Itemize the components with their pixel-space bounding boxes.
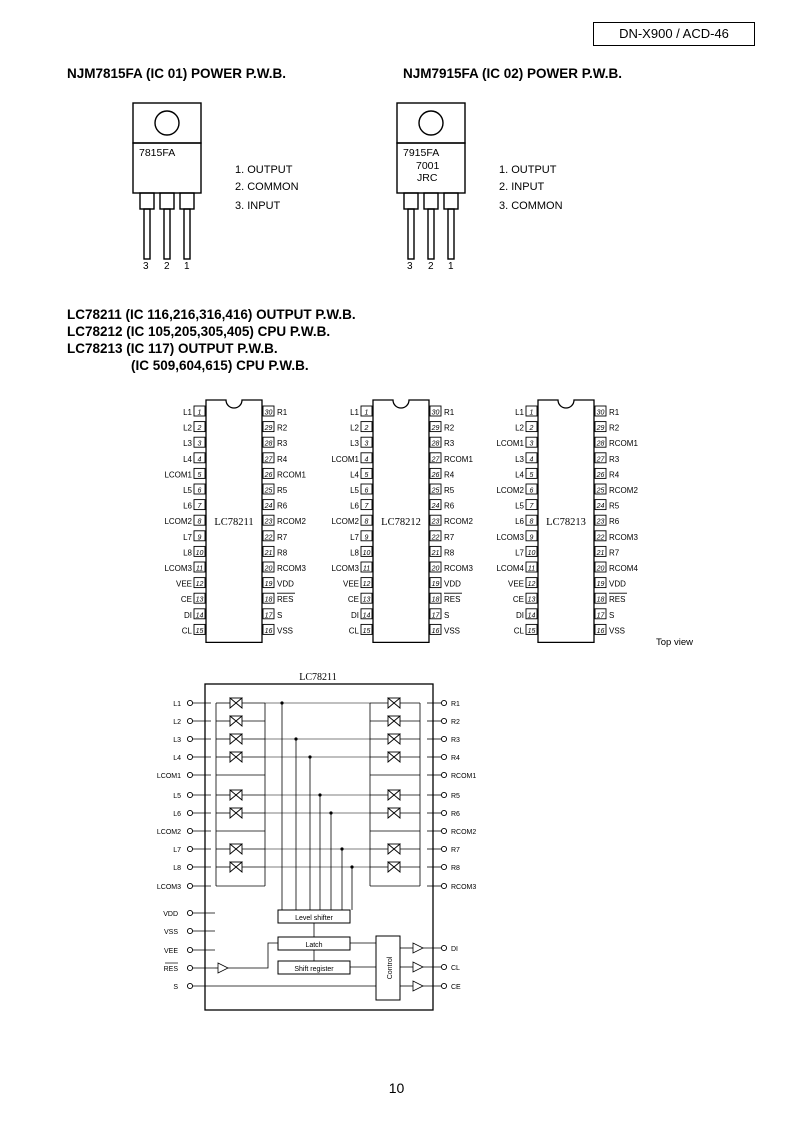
block-left-pin: L6 xyxy=(173,811,181,818)
pin-number: 14 xyxy=(195,612,204,620)
pin-label: L3 xyxy=(515,454,524,464)
lc78211-title: LC78211 (IC 116,216,316,416) OUTPUT P.W.B. xyxy=(67,307,356,322)
reg1-pin-desc-2: 2. COMMON xyxy=(235,181,299,193)
pin-number: 15 xyxy=(527,627,536,635)
pin-label: DI xyxy=(516,610,524,620)
pin-number: 19 xyxy=(264,581,273,589)
reg2-marking-2: 7001 xyxy=(416,160,440,172)
lc78213-title: LC78213 (IC 117) OUTPUT P.W.B. xyxy=(67,341,278,356)
pin-number: 18 xyxy=(431,596,440,604)
analog-switch xyxy=(388,862,400,872)
pin-number: 24 xyxy=(431,503,440,511)
pin-number: 29 xyxy=(596,425,605,433)
pin-number: 19 xyxy=(596,581,605,589)
reg2-pin-num-1: 1 xyxy=(448,261,454,272)
pin-number: 29 xyxy=(431,425,440,433)
pin-label: LCOM2 xyxy=(331,517,359,527)
pin-number: 1 xyxy=(197,409,202,417)
pin-number: 25 xyxy=(264,487,273,495)
pin-label: VDD xyxy=(609,579,626,589)
block-left-pin: L3 xyxy=(173,737,181,744)
analog-switch xyxy=(230,752,242,762)
block-right-pin: R6 xyxy=(451,811,460,818)
pin-label: R2 xyxy=(609,423,620,433)
reg2-marking-1: 7915FA xyxy=(403,147,440,159)
block-left-pin: L2 xyxy=(173,719,181,726)
pin-label: L2 xyxy=(515,423,524,433)
pin-number: 20 xyxy=(431,565,440,573)
pin-label: L7 xyxy=(350,532,359,542)
pin-terminal xyxy=(187,810,192,815)
input-buffer xyxy=(413,962,423,972)
reg2-pin-num-2: 2 xyxy=(428,261,434,272)
pin-label: LCOM1 xyxy=(164,470,192,480)
pin-terminal xyxy=(441,736,446,741)
block-diagram-group xyxy=(157,672,477,1010)
pin-terminal xyxy=(187,828,192,833)
pin-number: 2 xyxy=(529,425,534,433)
pin-number: 15 xyxy=(195,627,204,635)
block-supply-pin: VSS xyxy=(163,929,178,936)
pin-terminal xyxy=(187,846,192,851)
reg1-pin-desc-1: 1. OUTPUT xyxy=(235,164,293,176)
pin-terminal xyxy=(187,736,192,741)
pin-terminal xyxy=(187,700,192,705)
pin-number: 15 xyxy=(362,627,371,635)
chip-name: LC78213 xyxy=(546,517,586,529)
pin-label: R2 xyxy=(444,423,455,433)
pin-label: RCOM1 xyxy=(609,439,638,449)
pin-number: 12 xyxy=(195,581,204,589)
pin-number: 9 xyxy=(529,534,534,542)
reg1-marking: 7815FA xyxy=(139,147,176,159)
pin-number: 30 xyxy=(431,409,440,417)
pin-number: 6 xyxy=(197,487,202,495)
res-buffer xyxy=(218,963,228,973)
pin-label: R8 xyxy=(444,548,455,558)
reg2-pin-desc-3: 3. COMMON xyxy=(499,200,563,212)
chip-name: LC78211 xyxy=(214,517,254,529)
reg1-pin-num-1: 1 xyxy=(184,261,190,272)
pin-number: 7 xyxy=(197,503,202,511)
pin-number: 21 xyxy=(264,549,273,557)
pin-label: RCOM4 xyxy=(609,564,638,573)
pin-number: 5 xyxy=(197,471,202,479)
pin-label: R7 xyxy=(277,532,288,542)
pin-number: 23 xyxy=(264,518,273,526)
pin-label: L2 xyxy=(183,423,192,433)
block-right-pin: R8 xyxy=(451,865,460,872)
reg2-marking-3: JRC xyxy=(417,172,438,184)
pin-number: 11 xyxy=(527,565,536,573)
analog-switch xyxy=(388,790,400,800)
pin-label: R2 xyxy=(277,423,288,433)
pin-number: 16 xyxy=(431,627,440,635)
input-buffer xyxy=(413,943,423,953)
pin-number: 10 xyxy=(195,549,204,557)
pin-number: 22 xyxy=(596,534,605,542)
pin-label: R6 xyxy=(277,501,288,511)
pin-label: CE xyxy=(347,595,359,605)
pin-number: 22 xyxy=(431,534,440,542)
level-shifter-label: Level shifter xyxy=(295,915,333,922)
block-left-pin: L4 xyxy=(173,755,181,762)
pin-label: VEE xyxy=(507,579,524,589)
analog-switch xyxy=(230,808,242,818)
block-right-pin: R2 xyxy=(451,719,460,726)
pin-label: L3 xyxy=(183,439,192,449)
pin-label: L4 xyxy=(183,454,192,464)
pin-number: 9 xyxy=(364,534,369,542)
pin-number: 4 xyxy=(364,456,369,464)
pin-number: 5 xyxy=(364,471,369,479)
pin-label: R4 xyxy=(609,470,620,480)
analog-switch xyxy=(388,808,400,818)
pin-label: R7 xyxy=(609,548,620,558)
reg2-pin-desc-1: 1. OUTPUT xyxy=(499,164,557,176)
pin-label: R3 xyxy=(609,454,620,464)
model-number: DN-X900 / ACD-46 xyxy=(619,26,729,41)
block-left-pin: LCOM2 xyxy=(156,829,181,836)
pin-label: R6 xyxy=(444,501,455,511)
pin-terminal xyxy=(187,965,192,970)
pin-number: 4 xyxy=(197,456,202,464)
pin-label: R3 xyxy=(444,439,455,449)
block-supply-pin: VDD xyxy=(163,911,178,918)
pin-label: VDD xyxy=(277,579,294,589)
pin-number: 7 xyxy=(529,503,534,511)
pin-number: 5 xyxy=(529,471,534,479)
analog-switch xyxy=(230,862,242,872)
pin-label: LCOM2 xyxy=(164,517,192,527)
pin-label: VSS xyxy=(444,626,461,636)
reg1-pin-num-3: 3 xyxy=(143,261,149,272)
pin-terminal xyxy=(441,945,446,950)
pin-number: 8 xyxy=(529,518,534,526)
block-right-pin: R5 xyxy=(451,793,460,800)
analog-switch xyxy=(388,752,400,762)
pin-label: RCOM1 xyxy=(277,470,306,480)
pin-label: RES xyxy=(277,595,294,605)
block-left-pin: LCOM3 xyxy=(156,884,181,891)
block-left-pin: L5 xyxy=(173,793,181,800)
pin-label: RCOM2 xyxy=(609,486,638,495)
chip-name: LC78212 xyxy=(381,517,421,529)
pin-number: 24 xyxy=(596,503,605,511)
pin-number: 3 xyxy=(529,440,534,448)
pin-terminal xyxy=(187,928,192,933)
pin-label: R8 xyxy=(277,548,288,558)
pin-label: LCOM4 xyxy=(496,564,524,573)
pin-label: S xyxy=(609,610,615,620)
pin-label: L4 xyxy=(350,470,359,480)
block-supply-pin: VEE xyxy=(163,948,178,955)
pin-number: 4 xyxy=(529,456,534,464)
pin-label: DI xyxy=(184,610,192,620)
analog-switch xyxy=(388,734,400,744)
pin-number: 11 xyxy=(362,565,371,573)
pin-label: RCOM3 xyxy=(277,564,306,573)
pin-label: L1 xyxy=(515,408,524,417)
reg2-title: NJM7915FA (IC 02) POWER P.W.B. xyxy=(403,66,623,81)
block-right-pin: R1 xyxy=(451,701,460,708)
analog-switch xyxy=(388,844,400,854)
pin-number: 10 xyxy=(362,549,371,557)
block-title: LC78211 xyxy=(299,672,337,683)
block-control-pin: DI xyxy=(451,946,458,953)
pin-number: 11 xyxy=(195,565,204,573)
pin-label: CL xyxy=(513,626,524,636)
pin-label: RES xyxy=(444,595,461,605)
pin-label: L6 xyxy=(515,517,524,527)
pin-number: 23 xyxy=(596,518,605,526)
pin-number: 9 xyxy=(197,534,202,542)
analog-switch xyxy=(388,698,400,708)
pin-number: 12 xyxy=(527,581,536,589)
res-to-latch xyxy=(228,943,278,968)
pin-label: VSS xyxy=(609,626,626,636)
pin-terminal xyxy=(187,772,192,777)
pin-number: 28 xyxy=(596,440,605,448)
pin-terminal xyxy=(441,772,446,777)
pin-label: R4 xyxy=(444,470,455,480)
pin-label: VEE xyxy=(342,579,359,589)
pin-label: RCOM3 xyxy=(609,532,638,542)
analog-switch xyxy=(230,734,242,744)
pin-number: 8 xyxy=(197,518,202,526)
input-buffer xyxy=(413,981,423,991)
pin-number: 20 xyxy=(264,565,273,573)
pin-terminal xyxy=(187,883,192,888)
pin-label: R6 xyxy=(609,517,620,527)
pin-terminal xyxy=(187,910,192,915)
pin-label: R5 xyxy=(277,486,288,495)
pin-number: 16 xyxy=(264,627,273,635)
pin-label: R1 xyxy=(609,408,620,417)
pin-label: S xyxy=(444,610,450,620)
pin-label: RES xyxy=(609,595,626,605)
pin-terminal xyxy=(187,718,192,723)
pin-number: 2 xyxy=(364,425,369,433)
pin-terminal xyxy=(441,754,446,759)
pin-number: 30 xyxy=(596,409,605,417)
pin-number: 28 xyxy=(431,440,440,448)
pin-terminal xyxy=(441,700,446,705)
pin-label: CL xyxy=(348,626,359,636)
pin-label: LCOM1 xyxy=(496,439,524,449)
pin-label: VDD xyxy=(444,579,461,589)
block-left-pin: L8 xyxy=(173,865,181,872)
block-right-pin: RCOM3 xyxy=(451,884,477,891)
pin-terminal xyxy=(441,718,446,723)
pin-number: 13 xyxy=(195,596,204,604)
pin-number: 6 xyxy=(529,487,534,495)
pin-number: 26 xyxy=(596,471,605,479)
pin-terminal xyxy=(441,828,446,833)
reg2-pin-desc-2: 2. INPUT xyxy=(499,181,545,193)
pin-label: R4 xyxy=(277,454,288,464)
pin-terminal xyxy=(441,883,446,888)
pin-number: 7 xyxy=(364,503,369,511)
pin-label: L6 xyxy=(183,501,192,511)
block-control-pin: CL xyxy=(451,965,460,972)
block-left-pin: L7 xyxy=(173,847,181,854)
pin-label: L7 xyxy=(515,548,524,558)
pin-label: L4 xyxy=(515,470,524,480)
pin-number: 17 xyxy=(431,612,440,620)
analog-switch xyxy=(388,716,400,726)
pin-number: 27 xyxy=(596,456,605,464)
latch-label: Latch xyxy=(305,942,323,949)
pin-number: 18 xyxy=(596,596,605,604)
block-left-pin: LCOM1 xyxy=(156,773,181,780)
pin-label: L8 xyxy=(183,548,192,558)
pin-label: LCOM3 xyxy=(496,532,524,542)
pin-number: 27 xyxy=(431,456,440,464)
pin-label: L1 xyxy=(183,408,192,417)
reg1-pin-desc-3: 3. INPUT xyxy=(235,200,281,212)
pin-number: 12 xyxy=(362,581,371,589)
pin-label: LCOM3 xyxy=(331,564,359,573)
pin-number: 24 xyxy=(264,503,273,511)
block-right-pin: R7 xyxy=(451,847,460,854)
pin-label: L8 xyxy=(350,548,359,558)
pin-label: LCOM2 xyxy=(496,486,524,495)
pin-terminal xyxy=(441,983,446,988)
pin-number: 28 xyxy=(264,440,273,448)
pin-label: S xyxy=(277,610,283,620)
pin-label: RCOM1 xyxy=(444,454,473,464)
pin-number: 26 xyxy=(431,471,440,479)
block-right-pin: RCOM1 xyxy=(451,773,477,780)
pin-number: 16 xyxy=(596,627,605,635)
pin-terminal xyxy=(187,947,192,952)
pin-number: 21 xyxy=(596,549,605,557)
reg2-pin-num-3: 3 xyxy=(407,261,413,272)
pin-label: CE xyxy=(512,595,524,605)
block-supply-pin: RES xyxy=(163,966,178,973)
pin-label: R5 xyxy=(609,501,620,511)
pin-number: 14 xyxy=(527,612,536,620)
pin-label: L1 xyxy=(350,408,359,417)
block-right-pin: R3 xyxy=(451,737,460,744)
pin-terminal xyxy=(441,964,446,969)
shift-register-label: Shift register xyxy=(294,966,334,973)
pin-number: 10 xyxy=(527,549,536,557)
pin-number: 1 xyxy=(529,409,534,417)
block-control-pin: CE xyxy=(451,984,461,991)
pin-terminal xyxy=(441,846,446,851)
pin-label: R3 xyxy=(277,439,288,449)
pin-number: 30 xyxy=(264,409,273,417)
pin-terminal xyxy=(187,864,192,869)
reg1-pin-num-2: 2 xyxy=(164,261,170,272)
pin-number: 3 xyxy=(364,440,369,448)
pin-number: 20 xyxy=(596,565,605,573)
pin-label: RCOM3 xyxy=(444,564,473,573)
pin-number: 13 xyxy=(362,596,371,604)
top-view-label: Top view xyxy=(656,637,693,648)
pin-label: L5 xyxy=(350,486,359,495)
block-supply-pin: S xyxy=(173,984,178,991)
lc78213-title-2: (IC 509,604,615) CPU P.W.B. xyxy=(131,358,309,373)
reg1-title: NJM7815FA (IC 01) POWER P.W.B. xyxy=(67,66,287,81)
pin-number: 3 xyxy=(197,440,202,448)
pin-label: CE xyxy=(180,595,192,605)
pin-number: 2 xyxy=(197,425,202,433)
pin-label: VSS xyxy=(277,626,294,636)
pin-number: 14 xyxy=(362,612,371,620)
pin-label: R7 xyxy=(444,532,455,542)
pin-number: 1 xyxy=(364,409,369,417)
pin-number: 13 xyxy=(527,596,536,604)
pin-terminal xyxy=(441,810,446,815)
pin-label: R5 xyxy=(444,486,455,495)
pin-label: L7 xyxy=(183,532,192,542)
pin-label: L5 xyxy=(183,486,192,495)
block-right-pin: RCOM2 xyxy=(451,829,477,836)
pin-terminal xyxy=(441,792,446,797)
pin-label: L5 xyxy=(515,501,524,511)
analog-switch xyxy=(230,844,242,854)
control-label: Control xyxy=(387,956,394,980)
pin-label: DI xyxy=(351,610,359,620)
page-number: 10 xyxy=(388,1080,405,1096)
pin-label: LCOM3 xyxy=(164,564,192,573)
pin-number: 17 xyxy=(596,612,605,620)
pin-number: 8 xyxy=(364,518,369,526)
pin-number: 25 xyxy=(431,487,440,495)
pin-label: RCOM2 xyxy=(277,517,306,527)
analog-switch xyxy=(230,790,242,800)
pin-label: L3 xyxy=(350,439,359,449)
pin-number: 27 xyxy=(264,456,273,464)
analog-switch xyxy=(230,698,242,708)
pin-number: 6 xyxy=(364,487,369,495)
pin-label: R1 xyxy=(277,408,288,417)
pin-number: 25 xyxy=(596,487,605,495)
pin-number: 26 xyxy=(264,471,273,479)
pin-terminal xyxy=(187,983,192,988)
pin-number: 23 xyxy=(431,518,440,526)
pin-label: CL xyxy=(181,626,192,636)
pin-label: R1 xyxy=(444,408,455,417)
pin-terminal xyxy=(441,864,446,869)
pin-label: L2 xyxy=(350,423,359,433)
lc78212-title: LC78212 (IC 105,205,305,405) CPU P.W.B. xyxy=(67,324,331,339)
pin-terminal xyxy=(187,792,192,797)
block-right-pin: R4 xyxy=(451,755,460,762)
pin-label: VEE xyxy=(175,579,192,589)
analog-switch xyxy=(230,716,242,726)
pin-number: 19 xyxy=(431,581,440,589)
pin-number: 18 xyxy=(264,596,273,604)
pin-terminal xyxy=(187,754,192,759)
pin-label: RCOM2 xyxy=(444,517,473,527)
pin-label: L6 xyxy=(350,501,359,511)
pin-label: LCOM1 xyxy=(331,454,359,464)
pin-number: 21 xyxy=(431,549,440,557)
pin-number: 29 xyxy=(264,425,273,433)
pin-number: 22 xyxy=(264,534,273,542)
block-left-pin: L1 xyxy=(173,701,181,708)
pin-number: 17 xyxy=(264,612,273,620)
